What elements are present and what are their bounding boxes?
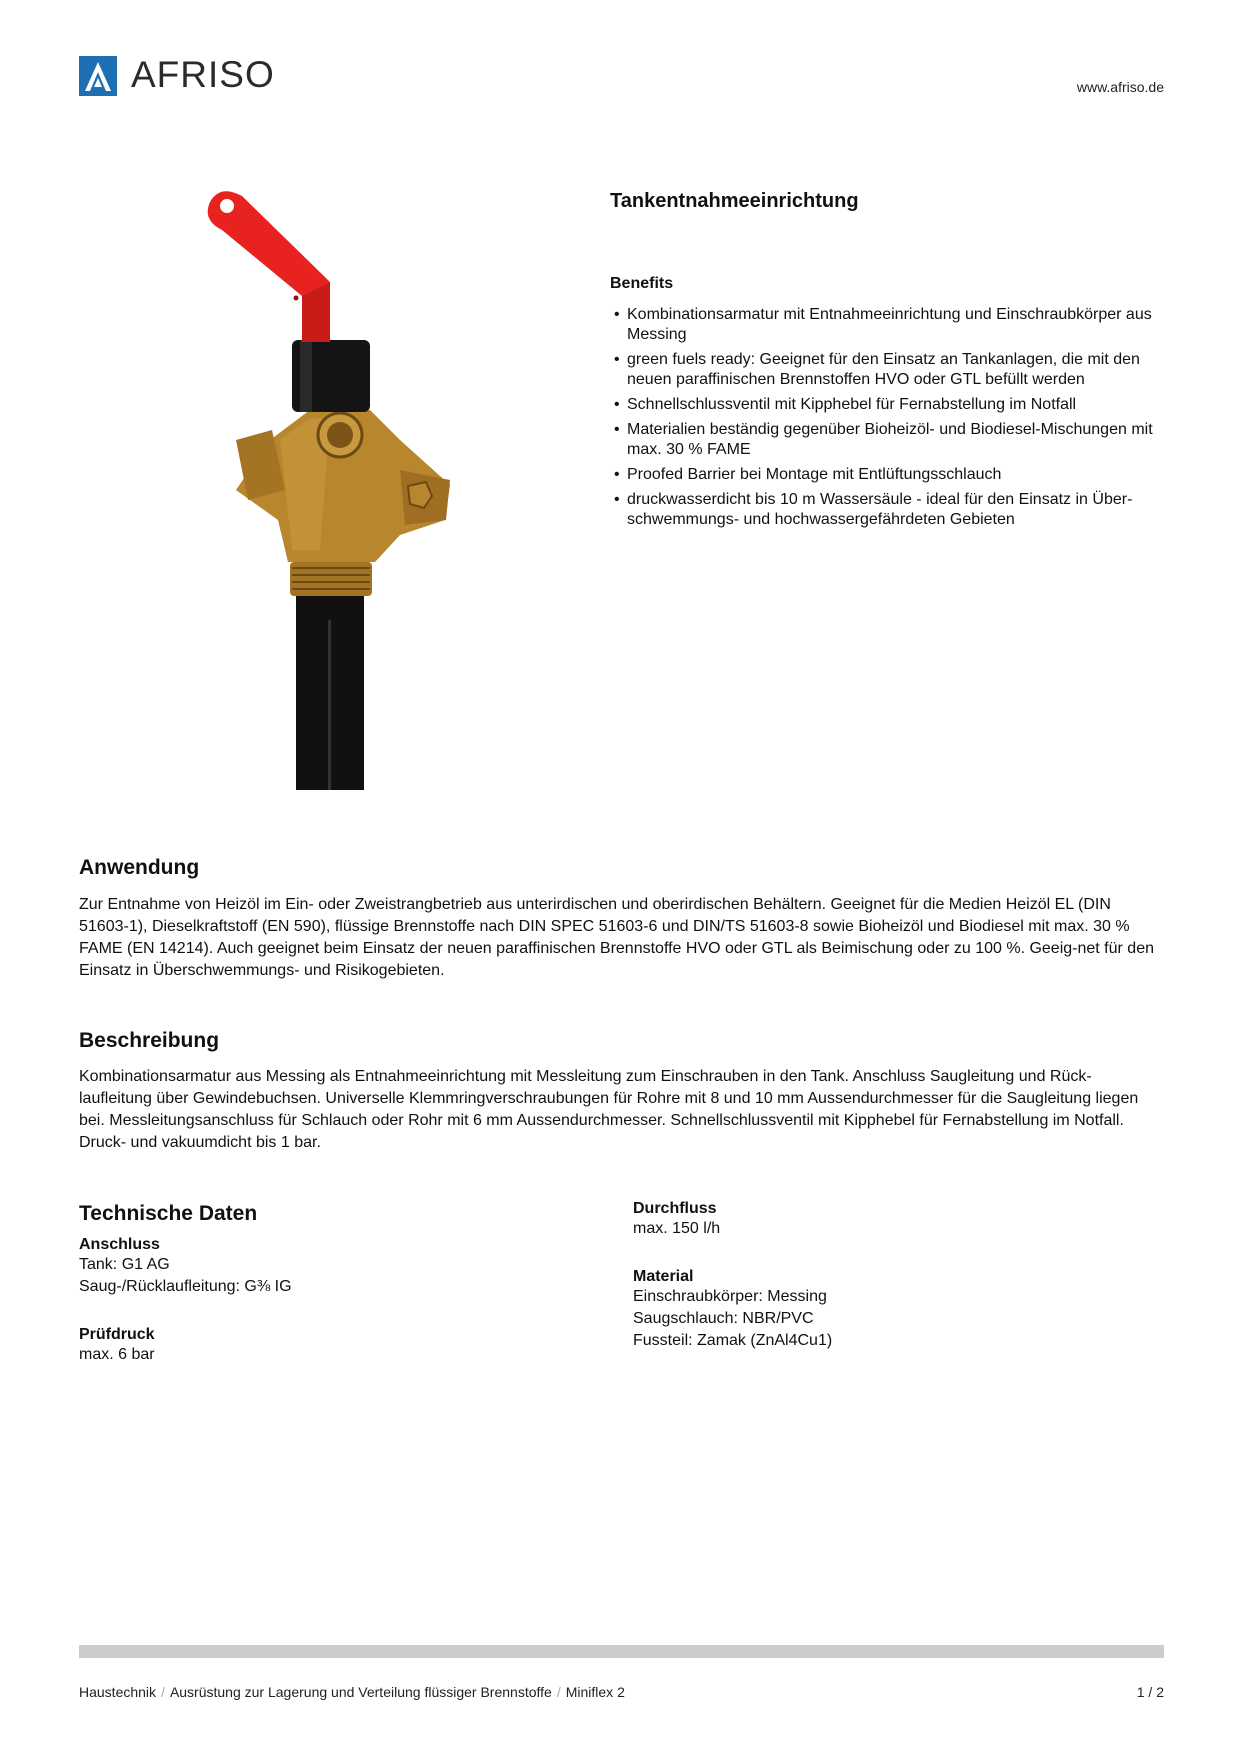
spec-value: Einschraubkörper: Messing	[633, 1288, 827, 1305]
breadcrumb-separator: /	[161, 1684, 165, 1700]
benefit-item: • green fuels ready: Geeignet für den Einsatz an Tankanlagen, die mit den neuen paraffinischen Brennstoffen HVO oder GTL befüllt werden	[612, 350, 1172, 390]
spec-value: Fussteil: Zamak (ZnAl4Cu1)	[633, 1332, 833, 1349]
breadcrumb-item-miniflex[interactable]: Miniflex 2	[565, 1684, 625, 1700]
product-image	[200, 190, 500, 790]
product-title: Tankentnahmeeinrichtung	[610, 190, 859, 212]
spec-material	[633, 1268, 832, 1352]
benefit-item: • druckwasserdicht bis 10 m Wassersäule - ideal für den Einsatz in Über-schwemmungs- und hochwassergefährdeten Gebieten	[612, 490, 1172, 530]
benefits-list	[612, 305, 1172, 535]
spec-value: Tank: G1 AG	[79, 1256, 170, 1273]
breadcrumb	[79, 1684, 625, 1700]
spec-label: Anschluss	[79, 1236, 160, 1253]
footer-divider	[79, 1645, 1164, 1658]
anwendung-text: Zur Entnahme von Heizöl im Ein- oder Zweistrangbetrieb aus unterirdischen und oberirdischen Behältern. Geeignet für die Medien Heizöl EL (DIN 51603-1), Dieselkraftstoff (EN 590), flüssige Brennstoffe nach DIN SPEC 51603-6 und DIN/TS 51603-8 sowie Bioheizöl und Biodiesel mit max. 30 % FAME (EN 14214). Auch geeignet beim Einsatz der neuen paraffinischen Brennstoffe HVO oder GTL als Beimischung oder zu 100 %. Geeig-net für den Einsatz in Überschwemmungs- und Risikogebieten.	[79, 896, 1154, 979]
benefits-heading: Benefits	[610, 275, 674, 292]
spec-label: Durchfluss	[633, 1200, 717, 1217]
spec-pruefdruck	[79, 1326, 155, 1366]
logo-mark-icon	[79, 56, 117, 96]
benefit-item: • Kombinationsarmatur mit Entnahmeeinrichtung und Einschraubkörper aus Messing	[612, 305, 1172, 345]
benefit-item: • Materialien beständig gegenüber Bioheizöl- und Biodiesel-Mischungen mit max. 30 % FAME	[612, 420, 1172, 460]
spec-durchfluss	[633, 1200, 720, 1240]
technische-daten-heading: Technische Daten	[79, 1202, 258, 1225]
beschreibung-text: Kombinationsarmatur aus Messing als Entnahmeeinrichtung mit Messleitung zum Einschrauben in den Tank. Anschluss Saugleitung und Rück-laufleitung über Gewindebuchsen. Universelle Klemmringverschraubungen für Rohre mit 8 und 10 mm Aussendurchmesser für die Saugleitung liegen bei. Messleitungsanschluss für Schlauch oder Rohr mit 6 mm Aussendurchmesser. Schnellschlussventil mit Kipphebel für Fernabstellung im Notfall. Druck- und vakuumdicht bis 1 bar.	[79, 1068, 1139, 1151]
spec-label: Prüfdruck	[79, 1326, 155, 1343]
brand-name: AFRISO	[131, 54, 275, 95]
page-number: 1 / 2	[1136, 1684, 1164, 1700]
anwendung-heading: Anwendung	[79, 856, 200, 879]
spec-label: Material	[633, 1268, 694, 1285]
benefit-item: • Schnellschlussventil mit Kipphebel für Fernabstellung im Notfall	[612, 395, 1172, 415]
spec-value: max. 150 l/h	[633, 1220, 721, 1237]
spec-value: max. 6 bar	[79, 1346, 155, 1363]
spec-value: Saug-/Rücklaufleitung: G⅜ IG	[79, 1278, 292, 1295]
breadcrumb-item-ausruestung[interactable]: Ausrüstung zur Lagerung und Verteilung flüssiger Brennstoffe	[169, 1684, 552, 1700]
spec-value: Saugschlauch: NBR/PVC	[633, 1310, 814, 1327]
afriso-logo	[79, 56, 309, 96]
beschreibung-heading: Beschreibung	[79, 1029, 220, 1052]
benefit-item: • Proofed Barrier bei Montage mit Entlüftungsschlauch	[612, 465, 1172, 485]
website-link[interactable]: www.afriso.de	[1076, 79, 1164, 95]
breadcrumb-separator: /	[556, 1684, 561, 1700]
spec-anschluss	[79, 1236, 292, 1298]
breadcrumb-item-haustechnik[interactable]: Haustechnik	[79, 1684, 157, 1700]
